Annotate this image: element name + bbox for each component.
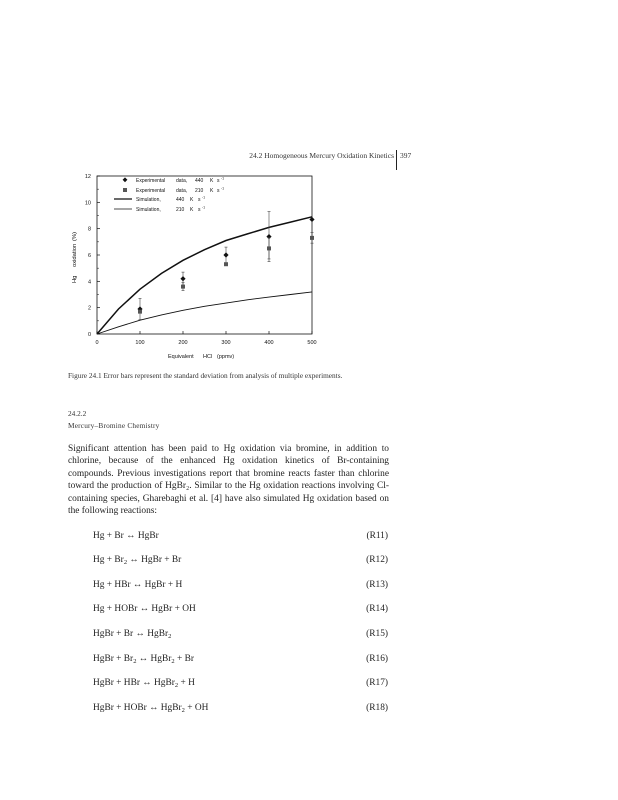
legend-label: s xyxy=(198,197,201,203)
data-point-square xyxy=(181,285,185,289)
reaction-label: (R17) xyxy=(366,678,388,688)
legend-label: Simulation, xyxy=(136,197,161,203)
legend-label: K xyxy=(190,207,194,213)
legend-marker-diamond xyxy=(123,177,128,182)
reaction-formula: $Hg + Br_2$ ↔ HgBr + Br xyxy=(93,555,182,566)
y-tick-label: 0 xyxy=(87,332,91,338)
plot-frame xyxy=(97,176,312,334)
legend-label: 210 xyxy=(195,188,204,194)
reaction-label: (R12) xyxy=(366,555,388,565)
reaction-equation xyxy=(93,629,388,643)
legend-label: 440 xyxy=(176,197,185,203)
data-point-diamond xyxy=(223,252,228,257)
legend-label: K xyxy=(210,188,214,194)
legend-superscript: -1 xyxy=(202,205,206,210)
simulation-curve xyxy=(97,217,312,334)
data-point-square xyxy=(224,262,228,266)
legend-superscript: -1 xyxy=(221,186,225,191)
reaction-formula: Hg + HOBr ↔ HgBr + OH xyxy=(93,604,196,614)
reaction-label: (R13) xyxy=(366,580,388,590)
running-header-title: 24.2 Homogeneous Mercury Oxidation Kinetics xyxy=(249,151,394,160)
reaction-equation xyxy=(93,531,388,545)
reaction-equation xyxy=(93,678,388,692)
y-tick-label: 12 xyxy=(84,174,91,180)
reaction-equation xyxy=(93,654,388,668)
y-axis-label: Hg xyxy=(72,275,78,283)
data-point-square xyxy=(267,246,271,250)
y-tick-label: 8 xyxy=(87,226,91,233)
running-header xyxy=(0,150,618,170)
x-axis-label: Equivalent xyxy=(168,354,194,360)
body-paragraph: Significant attention has been paid to Hg oxidation via bromine, in addition to chlorine, because of the enhanced Hg oxidation kinetics of Br-containing compounds. Previous investigations report that bromine reacts faster than chlorine toward the production of HgBr₂. Similar to the Hg oxidation reactions involving Cl-containing species, Gharebaghi et al. [4] have also simulated Hg oxidation based on the following reactions: xyxy=(68,444,389,517)
legend-label: s xyxy=(217,178,220,184)
x-tick-label: 300 xyxy=(221,340,231,346)
reaction-equation xyxy=(93,604,388,618)
legend-label: Simulation, xyxy=(136,207,161,213)
y-axis-label: (%) xyxy=(72,231,78,241)
legend-label: s xyxy=(217,188,220,194)
section-number: 24.2.2 xyxy=(68,409,87,418)
y-axis-label: oxidation xyxy=(72,243,78,267)
reaction-label: (R15) xyxy=(366,629,388,639)
reaction-label: (R14) xyxy=(366,604,388,614)
reaction-formula: HgBr + $Br_2$ ↔ HgBr$_2$ + Br xyxy=(93,654,194,665)
reaction-equation xyxy=(93,703,388,717)
data-point-diamond xyxy=(180,276,185,281)
reaction-formula: HgBr + HBr ↔ HgBr$_2$ + H xyxy=(93,678,195,689)
legend-label: Experimental xyxy=(136,188,166,194)
figure-24-1-chart xyxy=(60,170,330,370)
y-tick-label: 6 xyxy=(87,253,91,259)
reaction-formula: Hg + Br ↔ HgBr xyxy=(93,531,159,541)
legend-label: K xyxy=(210,178,214,184)
reaction-formula: Hg + HBr ↔ HgBr + H xyxy=(93,580,183,590)
data-point-square xyxy=(310,236,314,240)
x-tick-label: 100 xyxy=(135,340,145,346)
reaction-equation xyxy=(93,555,388,569)
data-point-square xyxy=(138,310,142,314)
x-tick-label: 0 xyxy=(95,340,99,346)
reaction-formula: HgBr + Br ↔ HgBr$_2$ xyxy=(93,629,172,640)
legend-superscript: -1 xyxy=(221,176,225,181)
legend-label: s xyxy=(198,207,201,213)
x-tick-label: 400 xyxy=(264,340,274,346)
x-axis-label: HCl xyxy=(203,354,213,360)
legend-label: K xyxy=(190,197,194,203)
legend-superscript: -1 xyxy=(202,195,206,200)
header-divider xyxy=(396,150,397,170)
y-tick-label: 2 xyxy=(87,305,91,312)
reaction-equation xyxy=(93,580,388,594)
reaction-label: (R18) xyxy=(366,703,388,713)
reaction-formula: HgBr + HOBr ↔ HgBr$_2$ + OH xyxy=(93,703,209,714)
legend-label: 440 xyxy=(195,178,204,184)
y-tick-label: 10 xyxy=(84,200,91,207)
y-axis-label-group xyxy=(72,232,78,283)
page-number: 397 xyxy=(400,151,412,160)
figure-caption: Figure 24.1 Error bars represent the standard deviation from analysis of multiple experiments. xyxy=(68,371,343,380)
reaction-label: (R11) xyxy=(366,531,388,541)
reaction-label: (R16) xyxy=(366,654,388,664)
x-tick-label: 500 xyxy=(307,340,317,346)
x-axis-label: (ppmv) xyxy=(217,354,235,360)
legend-marker-square xyxy=(123,188,127,192)
legend-label: data, xyxy=(176,188,188,194)
section-title: Mercury–Bromine Chemistry xyxy=(68,421,160,430)
y-tick-label: 4 xyxy=(87,279,91,286)
legend-label: 210 xyxy=(176,207,185,213)
x-tick-label: 200 xyxy=(178,340,188,346)
legend-label: data, xyxy=(176,178,188,184)
legend-label: Experimental xyxy=(136,178,166,184)
